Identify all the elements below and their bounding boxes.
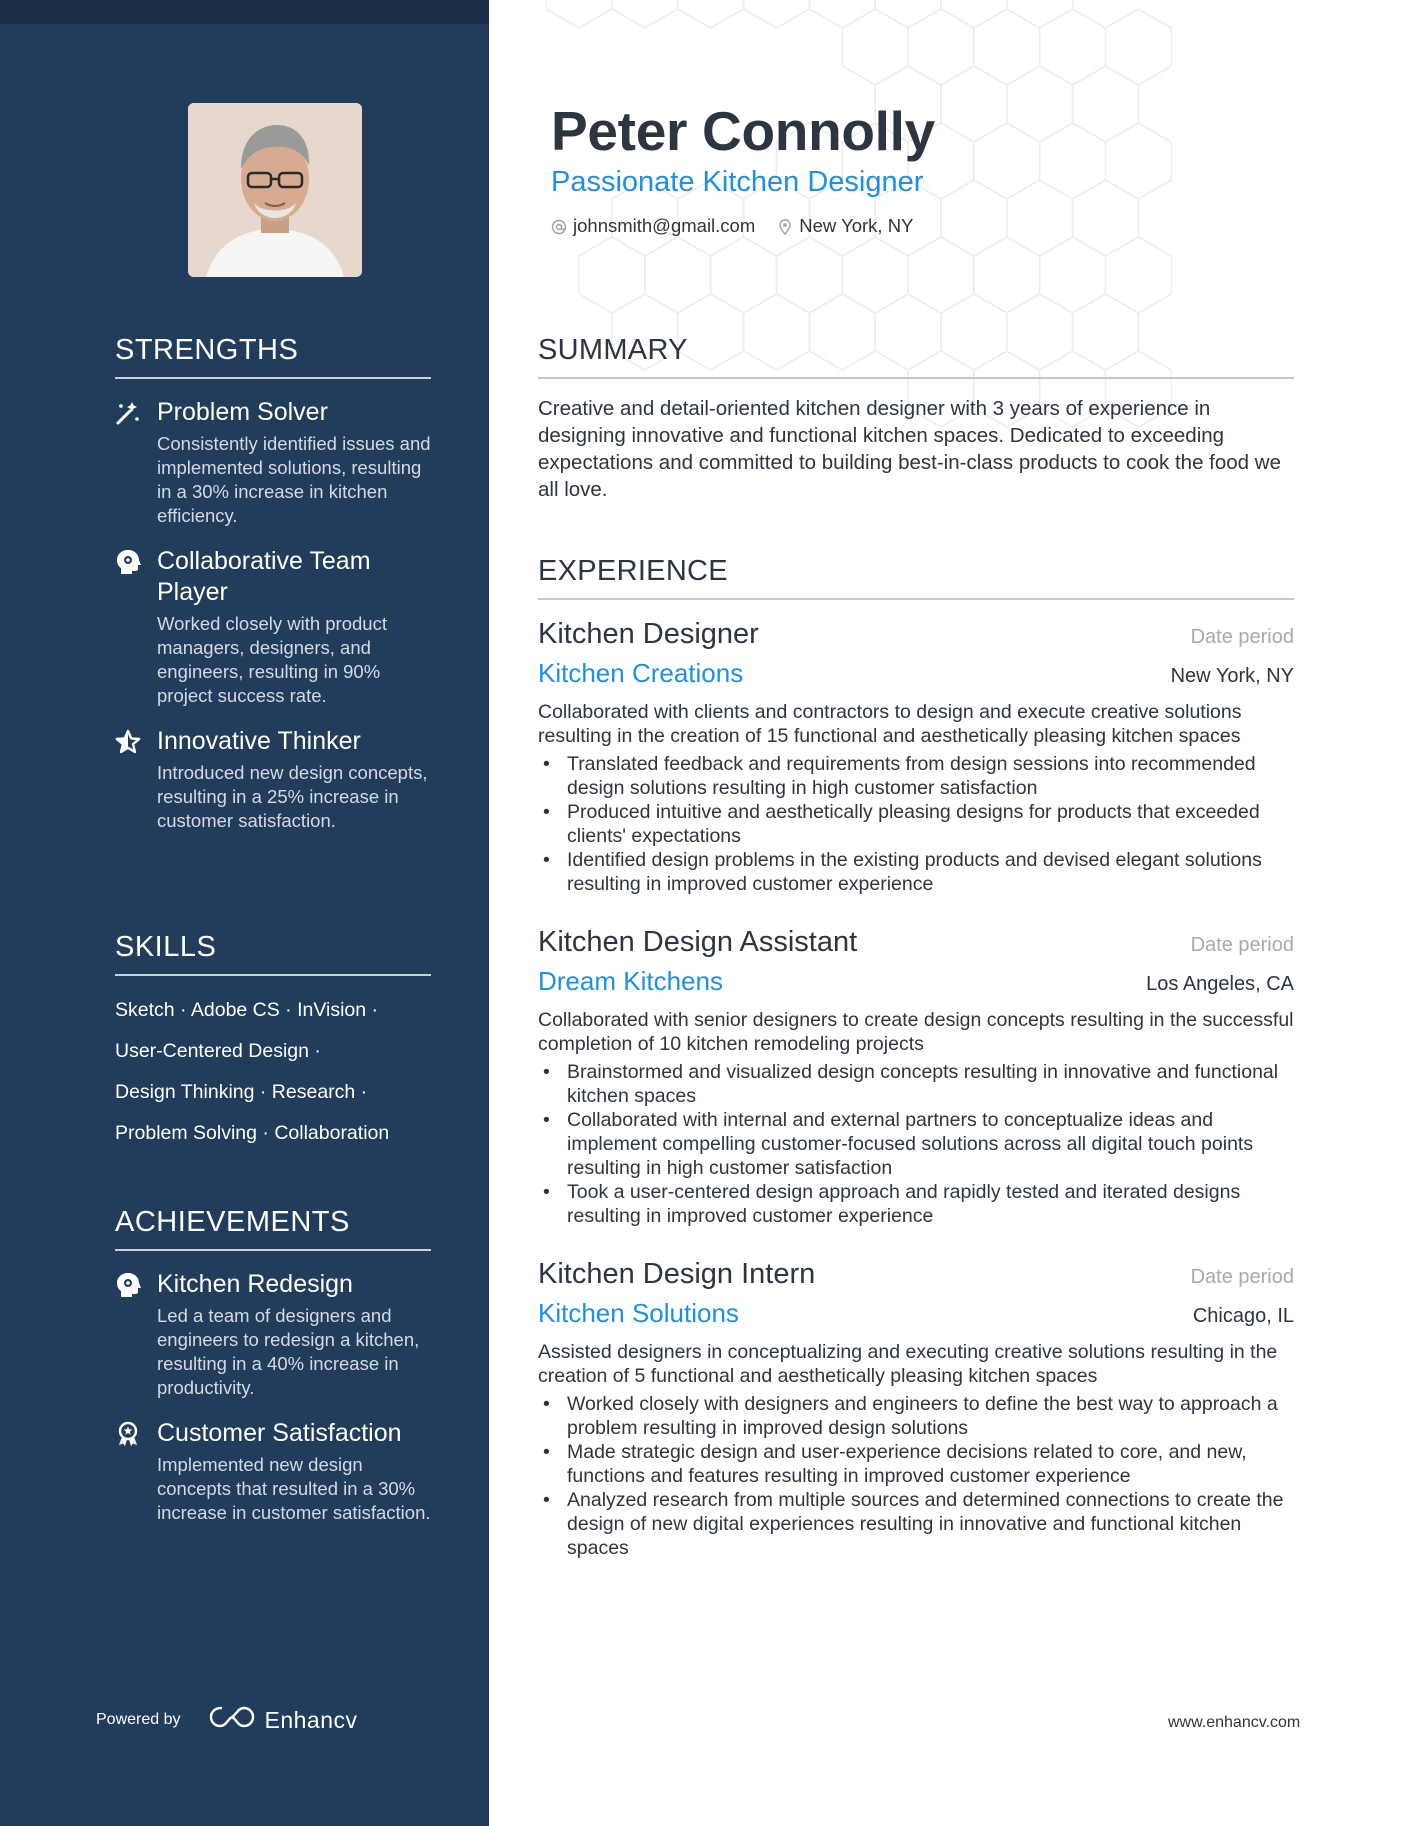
job-bullet: • Brainstormed and visualized design concepts resulting in innovative and functional kitchen spaces [538, 1060, 1294, 1108]
skills-line: Problem Solving · Collaboration [115, 1122, 390, 1144]
job-bullet: • Made strategic design and user-experience decisions related to core, and new, functions and features resulting in improved customer experience [538, 1440, 1294, 1488]
hexagon-shape [1040, 123, 1106, 199]
achievement-item [115, 1269, 431, 1400]
star-icon [115, 729, 141, 755]
head-idea-icon [115, 1272, 141, 1298]
summary-text: Creative and detail-oriented kitchen designer with 3 years of experience in designing innovative and functional kitchen spaces. Dedicated to exceeding expectations and committed to building best-in-class products to cook the food we all love. [538, 397, 1281, 501]
location-contact [777, 215, 913, 237]
skills-line: Design Thinking · Research · [115, 1081, 368, 1103]
job-location: New York, NY [1170, 665, 1294, 687]
job-title: Kitchen Designer [538, 618, 759, 650]
email-contact[interactable] [551, 215, 755, 237]
strengths-heading: STRENGTHS [115, 334, 431, 379]
hexagon-shape [941, 180, 1007, 256]
hexagon-shape [974, 123, 1040, 199]
job-date: Date period [1190, 934, 1294, 956]
summary-section [538, 334, 1294, 503]
hexagon-shape [579, 237, 645, 313]
job-bullet-list [538, 1392, 1294, 1560]
contact-info [551, 215, 935, 237]
experience-entry [538, 616, 1294, 896]
at-sign-icon [551, 218, 567, 234]
skills-section [115, 931, 431, 1154]
strength-title: Innovative Thinker [157, 727, 361, 755]
powered-by-label: Powered by [96, 1711, 181, 1728]
hexagon-shape [1040, 9, 1106, 85]
job-company: Kitchen Solutions [538, 1298, 739, 1328]
enhancv-brand[interactable] [209, 1705, 358, 1735]
job-bullet: • Worked closely with designers and engineers to define the best way to approach a problem resulting in improved design solutions [538, 1392, 1294, 1440]
job-bullet: • Took a user-centered design approach and rapidly tested and iterated designs resulting in improved customer experience [538, 1180, 1294, 1228]
hexagon-shape [777, 237, 843, 313]
job-title: Kitchen Design Intern [538, 1258, 816, 1290]
hexagon-shape [974, 9, 1040, 85]
hexagon-shape [908, 9, 974, 85]
skills-line: Sketch · Adobe CS · InVision · [115, 999, 379, 1021]
hexagon-shape [1007, 66, 1073, 142]
hexagon-shape [1007, 180, 1073, 256]
footer-website-link[interactable]: www.enhancv.com [1168, 1714, 1301, 1731]
strengths-section [115, 334, 431, 833]
sidebar [0, 0, 489, 1826]
job-bullet: • Analyzed research from multiple sources and determined connections to create the design of new digital experiences resulting in innovative and functional kitchen spaces [538, 1488, 1294, 1560]
profile-photo [188, 103, 362, 277]
candidate-tagline: Passionate Kitchen Designer [551, 166, 924, 198]
achievement-item [115, 1418, 431, 1525]
enhancv-logo-icon [209, 1705, 255, 1735]
hexagon-shape [1073, 66, 1139, 142]
strength-item [115, 546, 431, 708]
hexagon-shape [1106, 9, 1172, 85]
strength-title: Collaborative Team Player [157, 547, 371, 606]
enhancv-brand-name: Enhancv [264, 1706, 358, 1733]
achievement-title: Kitchen Redesign [157, 1270, 353, 1298]
head-idea-icon [115, 549, 141, 575]
hexagon-shape [612, 0, 678, 28]
award-badge-icon [115, 1421, 141, 1447]
hexagon-shape [974, 237, 1040, 313]
skills-list [115, 990, 431, 1154]
hexagon-shape [908, 237, 974, 313]
job-location: Chicago, IL [1192, 1305, 1294, 1327]
hexagon-shape [1040, 237, 1106, 313]
hexagon-shape [678, 0, 744, 28]
hexagon-shape [744, 0, 810, 28]
strength-title: Problem Solver [157, 398, 328, 426]
experience-entry [538, 1256, 1294, 1560]
achievements-heading: ACHIEVEMENTS [115, 1206, 431, 1251]
hexagon-shape [711, 237, 777, 313]
hexagon-shape [842, 9, 908, 85]
job-date: Date period [1190, 1266, 1294, 1288]
job-bullet-list [538, 1060, 1294, 1228]
skills-line: User-Centered Design · [115, 1040, 321, 1062]
job-bullet: • Collaborated with internal and external partners to conceptualize ideas and implement compelling customer-focused solutions across all digital touch points resulting in high customer satisfaction [538, 1108, 1294, 1180]
achievements-section [115, 1206, 431, 1525]
resume-header [551, 100, 935, 237]
job-location: Los Angeles, CA [1146, 973, 1294, 995]
main-content [489, 0, 1410, 1826]
summary-heading: SUMMARY [538, 334, 1294, 379]
job-description: Assisted designers in conceptualizing and executing creative solutions resulting in the creation of 5 functional and aesthetically pleasing kitchen spaces [538, 1341, 1278, 1387]
job-company: Kitchen Creations [538, 658, 744, 688]
hexagon-shape [546, 0, 612, 28]
hexagon-shape [1106, 237, 1172, 313]
strength-item [115, 726, 431, 833]
achievement-description: Led a team of designers and engineers to redesign a kitchen, resulting in a 40% increase in productivity. [157, 1305, 420, 1398]
strength-description: Consistently identified issues and implemented solutions, resulting in a 30% increase in kitchen efficiency. [157, 433, 431, 526]
strength-description: Worked closely with product managers, designers, and engineers, resulting in 90% project success rate. [157, 613, 387, 706]
powered-by [96, 1705, 358, 1735]
job-title: Kitchen Design Assistant [538, 926, 858, 958]
job-bullet-list [538, 752, 1294, 896]
job-bullet: • Identified design problems in the existing products and devised elegant solutions resulting in improved customer experience [538, 848, 1294, 896]
magic-wand-icon [115, 400, 141, 426]
achievement-title: Customer Satisfaction [157, 1419, 402, 1447]
job-description: Collaborated with senior designers to create design concepts resulting in the successful completion of 10 kitchen remodeling projects [538, 1009, 1294, 1055]
location-text: New York, NY [799, 215, 914, 236]
job-bullet: • Produced intuitive and aesthetically pleasing designs for products that exceeded clients' expectations [538, 800, 1294, 848]
strength-description: Introduced new design concepts, resulting in a 25% increase in customer satisfaction. [157, 762, 428, 831]
strength-item [115, 397, 431, 528]
job-date: Date period [1190, 626, 1294, 648]
email-text: johnsmith@gmail.com [573, 215, 756, 236]
hexagon-shape [1106, 123, 1172, 199]
sidebar-top-bar [0, 0, 489, 24]
experience-heading: EXPERIENCE [538, 555, 1294, 600]
job-company: Dream Kitchens [538, 966, 723, 996]
location-pin-icon [777, 218, 793, 234]
candidate-name: Peter Connolly [551, 100, 935, 162]
job-bullet: • Translated feedback and requirements from design sessions into recommended design solutions resulting in high customer satisfaction [538, 752, 1294, 800]
experience-entry [538, 924, 1294, 1228]
achievement-description: Implemented new design concepts that resulted in a 30% increase in customer satisfaction. [157, 1454, 431, 1523]
skills-heading: SKILLS [115, 931, 431, 976]
experience-section [538, 555, 1294, 1560]
hexagon-shape [1073, 180, 1139, 256]
hexagon-shape [941, 66, 1007, 142]
hexagon-shape [842, 237, 908, 313]
job-description: Collaborated with clients and contractors to design and execute creative solutions resulting in the creation of 15 functional and aesthetically pleasing kitchen spaces [538, 701, 1242, 747]
hexagon-shape [645, 237, 711, 313]
